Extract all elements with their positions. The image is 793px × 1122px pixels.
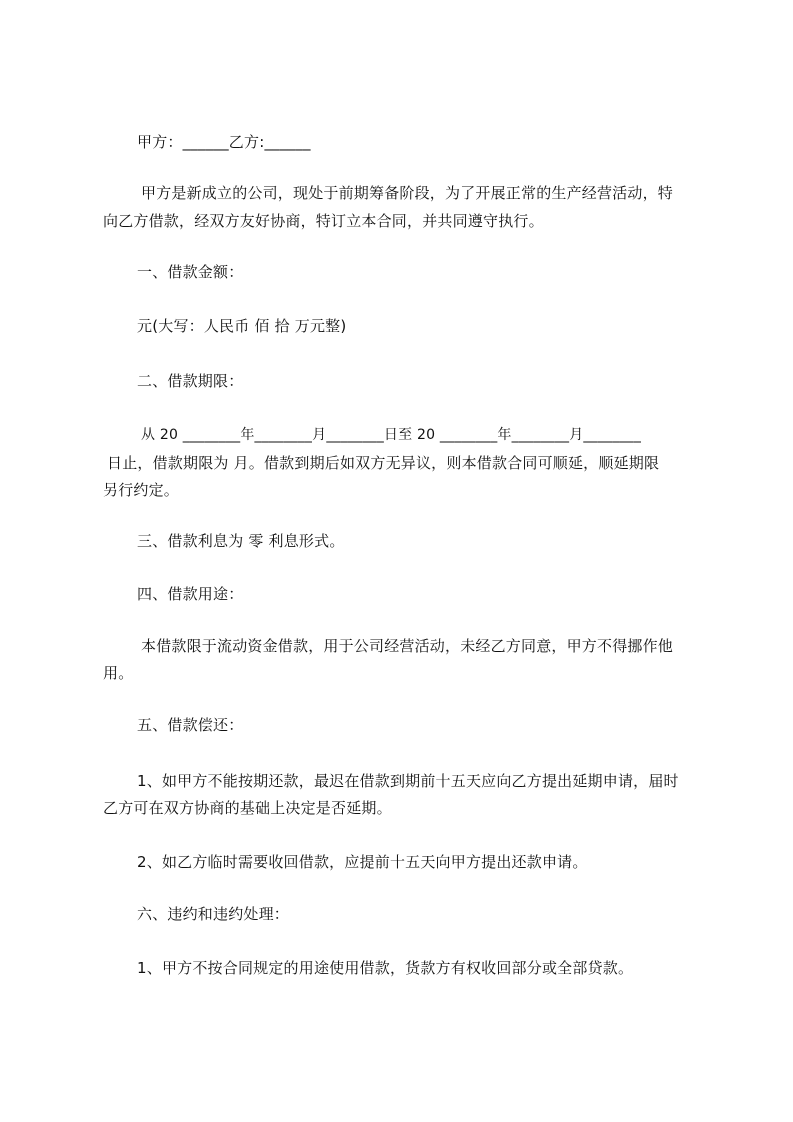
party-names-line: 甲方：______乙方:______ [137, 133, 311, 151]
loan-term-dates-line: 从 20 ________年________月________日至 20 ________年________月________ [141, 427, 642, 443]
section-6-heading: 六、违约和违约处理： [137, 905, 290, 923]
section-1-heading: 一、借款金额： [137, 263, 244, 281]
repayment-item-2: 2、如乙方临时需要收回借款，应提前十五天向甲方提出还款申请。 [137, 853, 588, 871]
intro-paragraph-line-2: 向乙方借款，经双方友好协商，特订立本合同，并共同遵守执行。 [103, 212, 544, 230]
breach-item-1: 1、甲方不按合同规定的用途使用借款，货款方有权收回部分或全部贷款。 [137, 959, 634, 977]
section-2-heading: 二、借款期限： [137, 372, 244, 390]
section-4-heading: 四、借款用途： [137, 585, 244, 603]
loan-purpose-line-2: 用。 [103, 664, 134, 682]
loan-term-line-2: 日止，借款期限为 月。借款到期后如双方无异议，则本借款合同可顺延，顺延期限 [107, 454, 660, 472]
intro-paragraph-line-1: 甲方是新成立的公司，现处于前期筹备阶段，为了开展正常的生产经营活动，特 [141, 184, 674, 202]
repayment-item-1-line-1: 1、如甲方不能按期还款，最迟在借款到期前十五天应向乙方提出延期申请，届时 [137, 772, 679, 790]
loan-term-line-3: 另行约定。 [103, 481, 180, 499]
section-5-heading: 五、借款偿还： [137, 716, 244, 734]
repayment-item-1-line-2: 乙方可在双方协商的基础上决定是否延期。 [103, 799, 392, 817]
loan-amount-line: 元(大写：人民币 佰 拾 万元整) [137, 317, 347, 335]
loan-purpose-line-1: 本借款限于流动资金借款，用于公司经营活动，未经乙方同意，甲方不得挪作他 [141, 637, 674, 655]
section-3-heading: 三、借款利息为 零 利息形式。 [137, 532, 345, 550]
